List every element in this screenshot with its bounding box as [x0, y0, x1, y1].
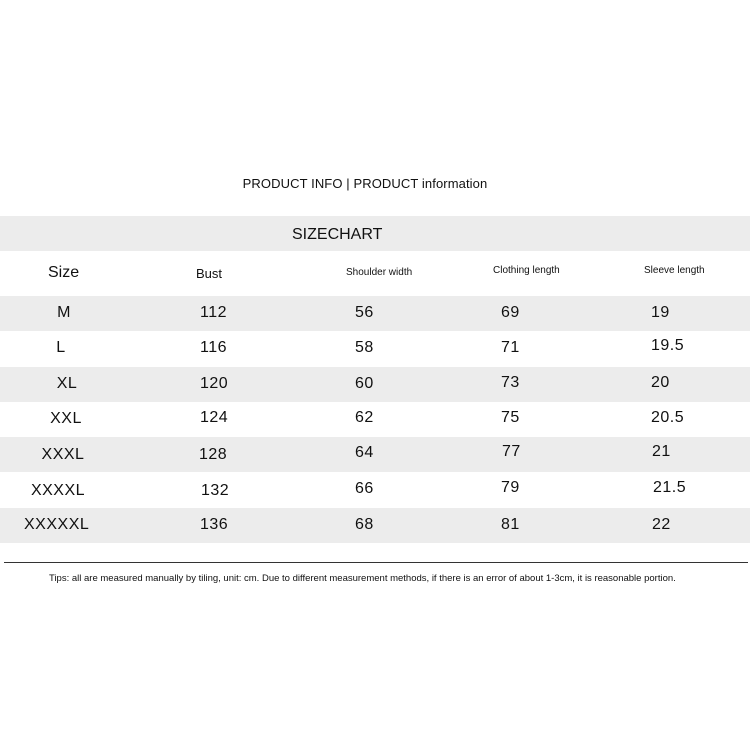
length-cell: 69 [501, 304, 520, 321]
sleeve-cell: 21 [652, 443, 671, 460]
sleeve-cell: 19 [651, 304, 670, 321]
bust-cell: 124 [200, 409, 229, 426]
column-header-shoulder-width: Shoulder width [346, 267, 413, 278]
table-row [0, 296, 750, 331]
length-cell: 73 [501, 374, 520, 391]
table-header-row [0, 251, 750, 296]
column-header-size: Size [48, 264, 80, 281]
column-header-bust: Bust [196, 266, 223, 281]
sleeve-cell: 21.5 [653, 479, 687, 496]
table-divider [4, 562, 748, 563]
table-row [0, 331, 750, 366]
bust-cell: 112 [200, 304, 228, 321]
length-cell: 79 [501, 479, 520, 496]
chart-title: SIZECHART [292, 226, 383, 243]
sleeve-cell: 20.5 [651, 409, 685, 426]
bust-cell: 128 [199, 446, 228, 463]
sleeve-cell: 19.5 [651, 337, 685, 354]
shoulder-cell: 60 [355, 375, 374, 392]
column-header-clothing-length: Clothing length [493, 265, 560, 276]
shoulder-cell: 64 [355, 444, 374, 461]
length-cell: 77 [502, 443, 521, 460]
sleeve-cell: 20 [651, 374, 670, 391]
table-row [0, 367, 750, 402]
bust-cell: 116 [200, 339, 228, 356]
bust-cell: 136 [200, 516, 229, 533]
bust-cell: 120 [200, 375, 229, 392]
length-cell: 71 [501, 339, 520, 356]
column-header-sleeve-length: Sleeve length [644, 265, 705, 276]
size-cell: XXXXL [30, 482, 86, 499]
size-cell: XL [56, 375, 78, 392]
table-row [0, 437, 750, 472]
size-cell: XXXL [41, 446, 85, 463]
size-cell: M [57, 304, 71, 321]
measurement-tips: Tips: all are measured manually by tiling, unit: cm. Due to different measurement methods, if there is an error of about 1-3cm, it is reasonable portion. [49, 573, 676, 584]
length-cell: 75 [501, 409, 520, 426]
length-cell: 81 [501, 516, 520, 533]
sleeve-cell: 22 [652, 516, 671, 533]
size-cell: XXL [50, 410, 82, 427]
size-cell: XXXXXL [24, 516, 90, 533]
shoulder-cell: 58 [355, 339, 374, 356]
page-heading: PRODUCT INFO | PRODUCT information [242, 176, 488, 191]
size-cell: L [56, 339, 66, 356]
shoulder-cell: 66 [355, 480, 374, 497]
table-row [0, 508, 750, 543]
shoulder-cell: 62 [355, 409, 374, 426]
shoulder-cell: 68 [355, 516, 374, 533]
table-row [0, 472, 750, 507]
table-row [0, 402, 750, 437]
bust-cell: 132 [201, 482, 230, 499]
shoulder-cell: 56 [355, 304, 374, 321]
